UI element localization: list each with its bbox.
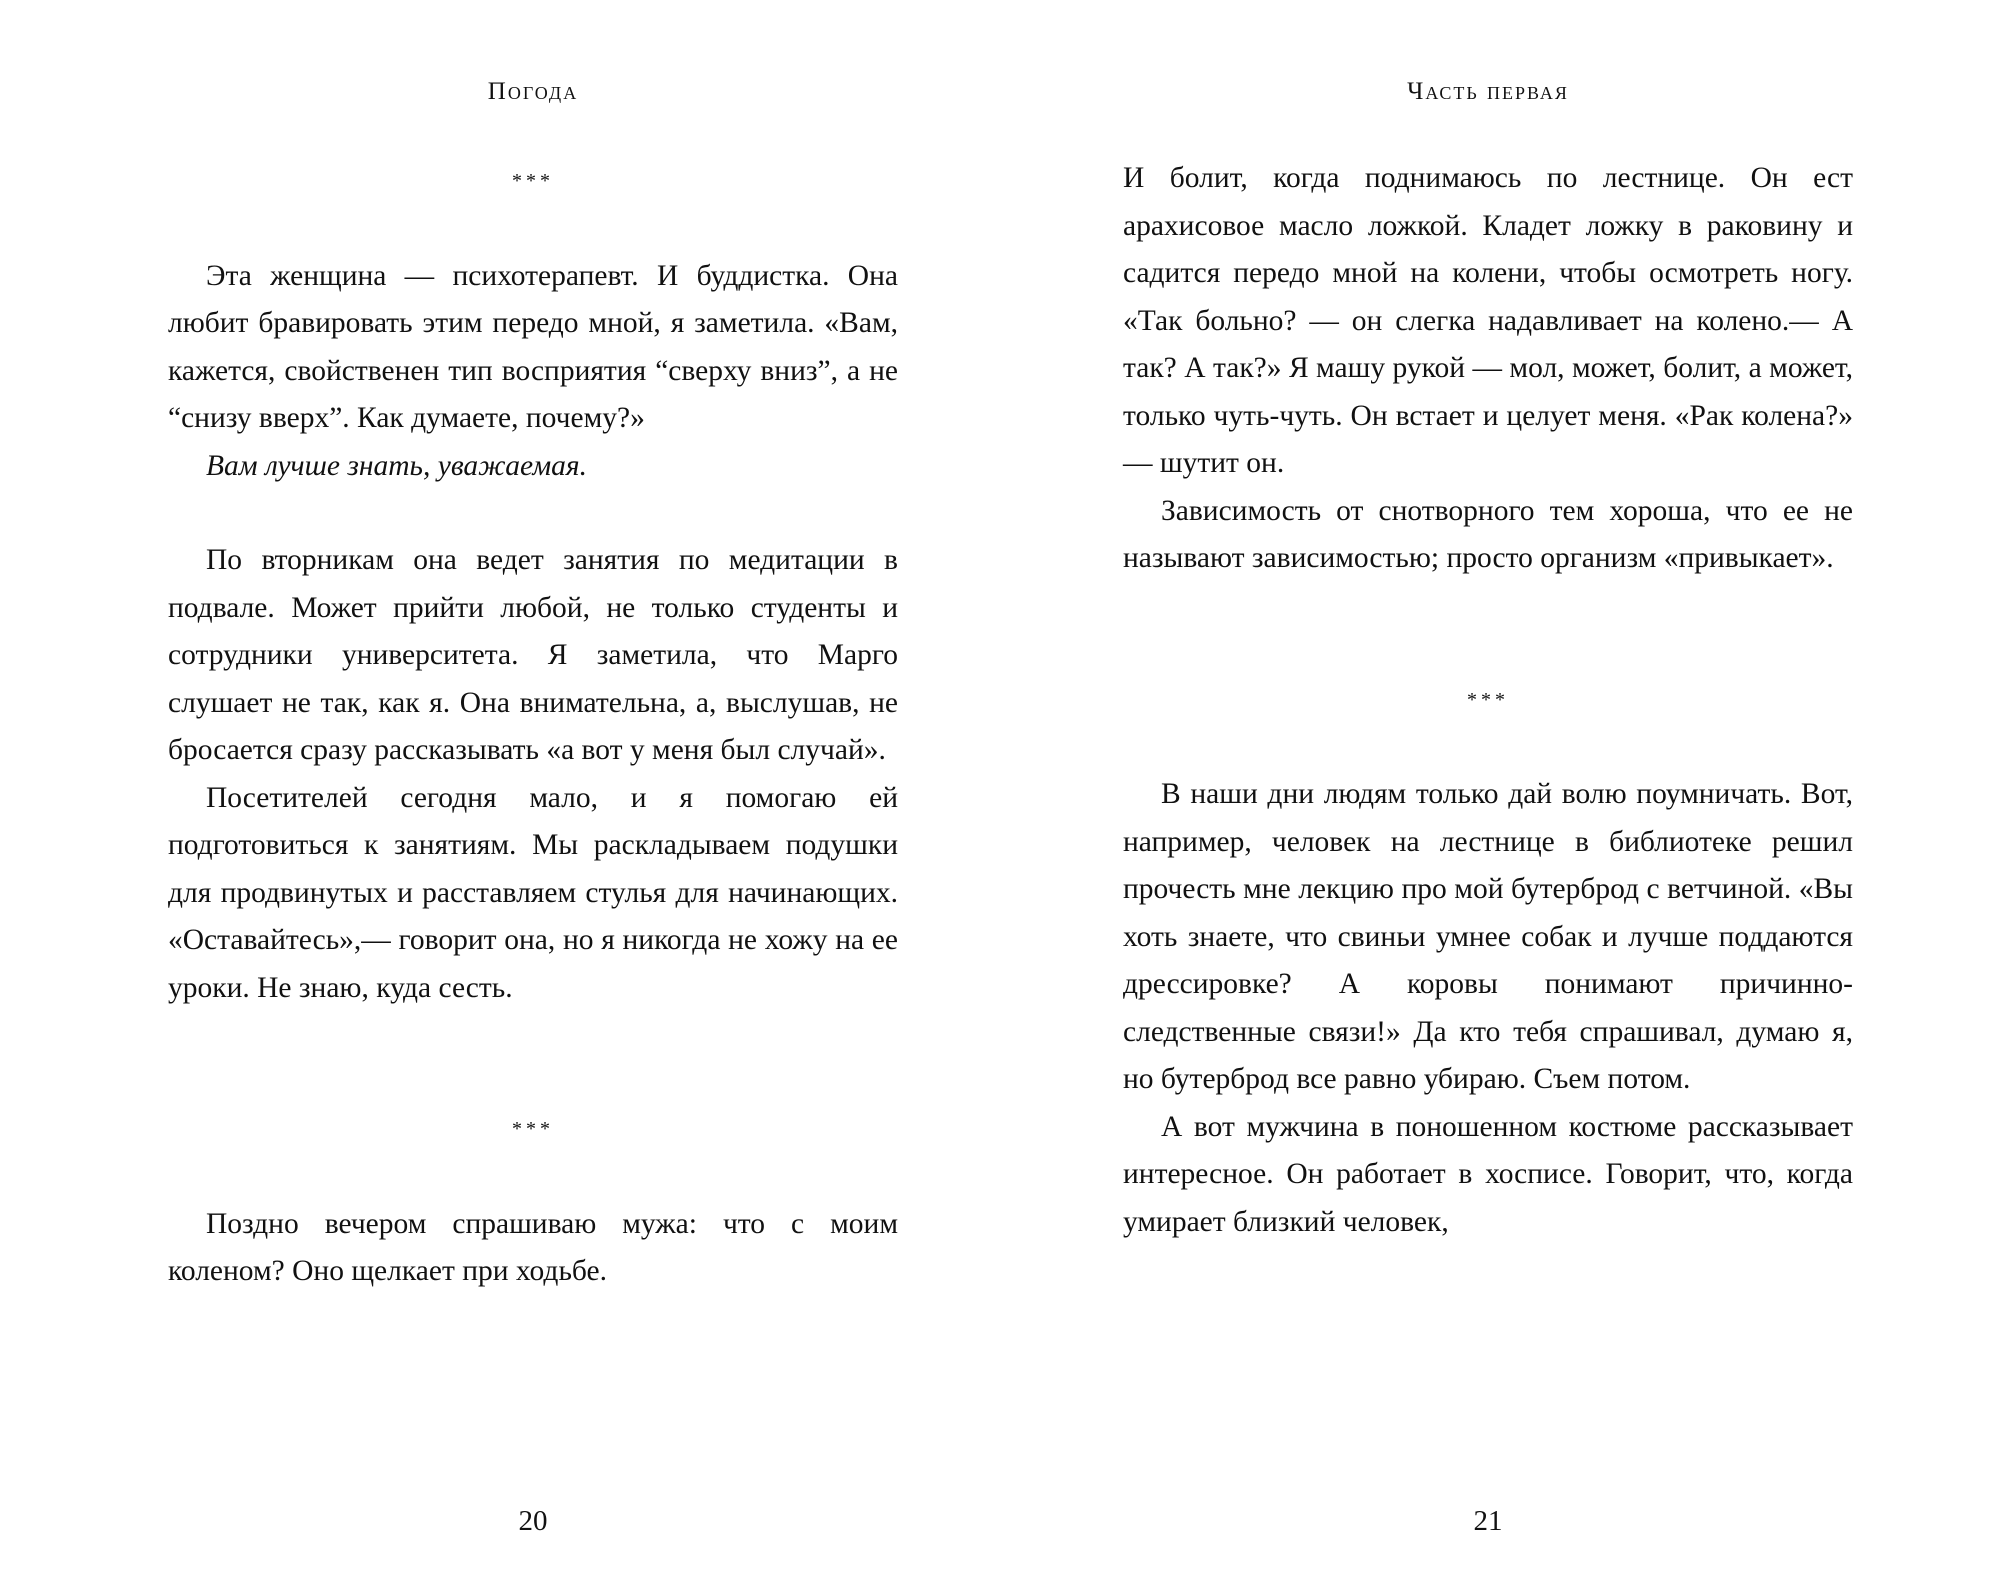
right-page-number: 21 xyxy=(1473,1505,1503,1537)
section-separator: *** xyxy=(512,1118,554,1140)
paragraph: По вторникам она ведет занятия по медитации в подвале. Может прийти любой, не только студенты и сотрудники университета. Я заметила, что Марго слушает не так, как я. Она внимательна, а, выслушав, не бросается сразу рассказывать «а вот у меня был случай». xyxy=(168,544,898,766)
right-running-head: Часть первая xyxy=(1407,78,1569,105)
paragraph: В наши дни людям только дай волю поумничать. Вот, например, человек на лестнице в библиотеке решил прочесть мне лекцию про мой бутерброд с ветчиной. «Вы хоть знаете, что свиньи умнее собак и лучше поддаются дрессировке? А коровы понимают причинно-следственные связи!» Да кто тебя спрашивал, думаю я, но бутерброд все равно убираю. Съем потом. xyxy=(1123,778,1853,1095)
left-page xyxy=(168,0,898,1595)
left-running-head: Погода xyxy=(487,78,579,105)
paragraph: Поздно вечером спрашиваю мужа: что с моим коленом? Оно щелкает при ходьбе. xyxy=(168,1207,898,1287)
paragraph: Зависимость от снотворного тем хороша, что ее не называют зависимостью; просто организм «привыкает». xyxy=(1123,494,1853,574)
paragraph: Посетителей сегодня мало, и я помогаю ей подготовиться к занятиям. Мы раскладываем подушки для продвинутых и расставляем стулья для начинающих. «Оставайтесь»,— говорит она, но я никогда не хожу на ее уроки. Не знаю, куда сесть. xyxy=(168,781,898,1004)
paragraph-italic: Вам лучше знать, уважаемая. xyxy=(206,449,587,482)
paragraph-continued: И болит, когда поднимаюсь по лестнице. Он ест арахисовое масло ложкой. Кладет ложку в раковину и садится передо мной на колени, чтобы осмотреть ногу. «Так больно? — он слегка надавливает на колено.— А так? А так?» Я машу рукой — мол, может, болит, а может, только чуть-чуть. Он встает и целует меня. «Рак колена?» — шутит он. xyxy=(1123,162,1853,479)
right-body-text xyxy=(1123,155,1853,1246)
paragraph: А вот мужчина в поношенном костюме рассказывает интересное. Он работает в хосписе. Говорит, что, когда умирает близкий человек, xyxy=(1123,1110,1853,1238)
left-body-text xyxy=(168,158,898,1296)
paragraph: Эта женщина — психотерапевт. И буддистка. Она любит бравировать этим передо мной, я заметила. «Вам, кажется, свойственен тип восприятия “сверху вниз”, а не “снизу вверх”. Как думаете, почему?» xyxy=(168,259,898,434)
section-separator: *** xyxy=(1467,688,1509,711)
right-page xyxy=(1123,0,1853,1595)
left-page-number: 20 xyxy=(518,1505,548,1537)
section-separator: *** xyxy=(512,170,554,192)
